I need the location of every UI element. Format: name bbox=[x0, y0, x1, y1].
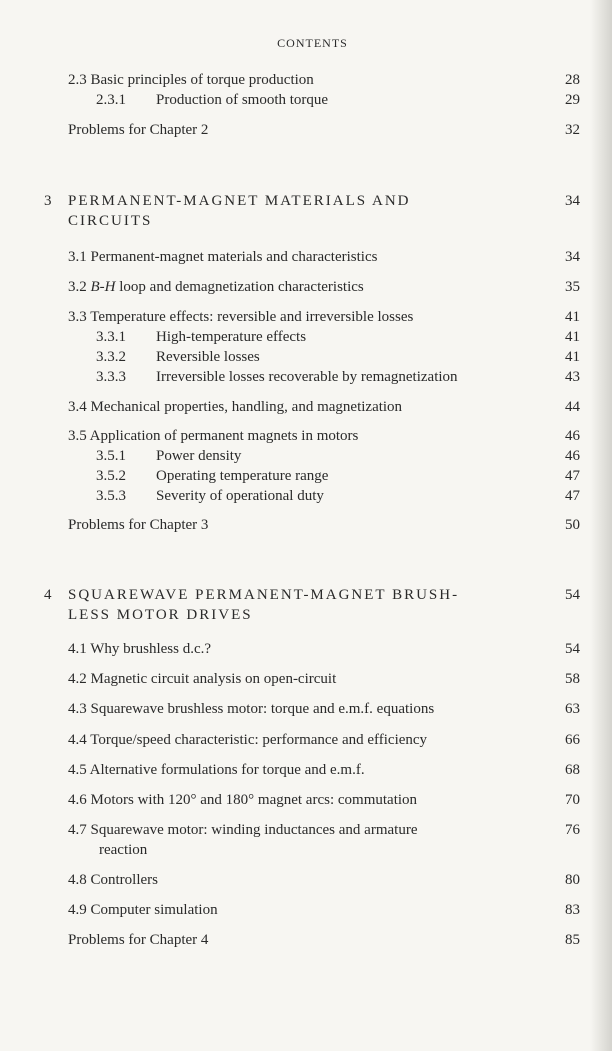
toc-entry-label: 4.2 Magnetic circuit analysis on open-circuit bbox=[68, 671, 337, 687]
toc-problems-entry[interactable] bbox=[68, 930, 580, 950]
toc-entry-page: 63 bbox=[565, 701, 580, 717]
toc-entry[interactable] bbox=[68, 307, 580, 327]
toc-entry-page: 35 bbox=[565, 279, 580, 295]
toc-entry[interactable] bbox=[68, 639, 580, 659]
toc-subentry-number: 2.3.1 bbox=[96, 92, 126, 108]
toc-subentry[interactable] bbox=[96, 90, 580, 110]
toc-entry-label: loop and demagnetization characteristics bbox=[115, 279, 364, 295]
toc-entry[interactable] bbox=[68, 247, 580, 267]
toc-subentry-number: 3.3.2 bbox=[96, 349, 126, 365]
toc-entry[interactable] bbox=[68, 760, 580, 780]
toc-problems-entry[interactable] bbox=[68, 120, 580, 140]
toc-entry-label: Problems for Chapter 4 bbox=[68, 932, 209, 948]
toc-entry-italic: B-H bbox=[90, 279, 116, 295]
toc-subentry[interactable] bbox=[96, 446, 580, 466]
toc-entry-page: 54 bbox=[565, 641, 580, 657]
toc-subentry-number: 3.5.1 bbox=[96, 448, 126, 464]
toc-entry-page: 46 bbox=[565, 428, 580, 444]
toc-entry-page: 58 bbox=[565, 671, 580, 687]
toc-entry[interactable] bbox=[68, 426, 580, 446]
toc-entry-page: 28 bbox=[565, 72, 580, 88]
toc-subentry-title: Irreversible losses recoverable by remagnetization bbox=[156, 369, 458, 385]
toc-entry[interactable] bbox=[68, 900, 580, 920]
toc-entry-label: Problems for Chapter 2 bbox=[68, 122, 209, 138]
toc-entry-label: 4.8 Controllers bbox=[68, 872, 158, 888]
toc-entry[interactable] bbox=[68, 397, 580, 417]
toc-subentry-title: High-temperature effects bbox=[156, 329, 307, 345]
toc-entry-label: 4.3 Squarewave brushless motor: torque and e.m.f. equations bbox=[68, 701, 435, 717]
toc-subentry-title: Power density bbox=[156, 448, 242, 464]
toc-subentry-number: 3.5.2 bbox=[96, 468, 126, 484]
chapter-number: 4 bbox=[44, 587, 52, 603]
toc-entry-page: 32 bbox=[565, 122, 580, 138]
toc-entry-page: 47 bbox=[565, 468, 580, 484]
chapter-number: 3 bbox=[44, 193, 52, 209]
toc-entry-page: 44 bbox=[565, 399, 580, 415]
toc-entry-label: 3.4 Mechanical properties, handling, and magnetization bbox=[68, 399, 403, 415]
toc-entry-label: 4.1 Why brushless d.c.? bbox=[68, 641, 212, 657]
chapter-title: SQUAREWAVE PERMANENT-MAGNET BRUSH-LESS MOTOR DRIVES bbox=[68, 587, 460, 623]
toc-entry-page: 29 bbox=[565, 92, 580, 108]
toc-chapter-heading[interactable] bbox=[44, 191, 580, 231]
toc-entry-page: 34 bbox=[565, 249, 580, 265]
toc-entry-page: 68 bbox=[565, 762, 580, 778]
toc-subentry[interactable] bbox=[96, 327, 580, 347]
toc-entry[interactable] bbox=[68, 699, 580, 719]
toc-entry-prefix: 3.2 bbox=[68, 279, 91, 295]
page-edge-shadow bbox=[590, 0, 612, 1051]
toc-entry-page: 47 bbox=[565, 488, 580, 504]
toc-entry-label: Problems for Chapter 3 bbox=[68, 517, 209, 533]
toc-entry[interactable] bbox=[68, 870, 580, 890]
toc-entry-label: 3.1 Permanent-magnet materials and characteristics bbox=[68, 249, 378, 265]
toc-entry-page: 80 bbox=[565, 872, 580, 888]
toc-subentry[interactable] bbox=[96, 486, 580, 506]
toc-entry-label: 4.4 Torque/speed characteristic: performance and efficiency bbox=[68, 732, 428, 748]
chapter-title: PERMANENT-MAGNET MATERIALS AND CIRCUITS bbox=[68, 193, 411, 229]
toc-entry-page: 46 bbox=[565, 448, 580, 464]
toc-subentry-title: Operating temperature range bbox=[156, 468, 329, 484]
running-header: CONTENTS bbox=[277, 36, 348, 50]
toc-chapter-heading[interactable] bbox=[44, 585, 580, 625]
toc-entry-continuation: reaction bbox=[99, 842, 148, 858]
toc-entry-page: 66 bbox=[565, 732, 580, 748]
toc-entry[interactable] bbox=[68, 820, 580, 840]
toc-entry-label: 4.7 Squarewave motor: winding inductances and armature bbox=[68, 822, 418, 838]
toc-entry-label: 2.3 Basic principles of torque production bbox=[68, 72, 314, 88]
toc-subentry[interactable] bbox=[96, 367, 580, 387]
toc-entry-label: 3.3 Temperature effects: reversible and irreversible losses bbox=[68, 309, 414, 325]
toc-subentry-number: 3.3.1 bbox=[96, 329, 126, 345]
toc-subentry[interactable] bbox=[96, 466, 580, 486]
toc-entry-page: 34 bbox=[565, 193, 580, 209]
toc-subentry-number: 3.3.3 bbox=[96, 369, 126, 385]
toc-entry-page: 85 bbox=[565, 932, 580, 948]
toc-entry-label: 4.5 Alternative formulations for torque and e.m.f. bbox=[68, 762, 365, 778]
toc-problems-entry[interactable] bbox=[68, 515, 580, 535]
toc-entry-page: 43 bbox=[565, 369, 580, 385]
toc-entry-label: 4.9 Computer simulation bbox=[68, 902, 218, 918]
toc-entry-label: 4.6 Motors with 120° and 180° magnet arcs: commutation bbox=[68, 792, 418, 808]
toc-subentry-number: 3.5.3 bbox=[96, 488, 126, 504]
toc-subentry-title: Production of smooth torque bbox=[156, 92, 329, 108]
toc-entry[interactable] bbox=[68, 669, 580, 689]
toc-entry[interactable] bbox=[68, 790, 580, 810]
toc-entry-page: 83 bbox=[565, 902, 580, 918]
toc-entry-page: 76 bbox=[565, 822, 580, 838]
toc-entry-page: 50 bbox=[565, 517, 580, 533]
toc-entry[interactable] bbox=[68, 70, 580, 90]
toc-subentry-title: Severity of operational duty bbox=[156, 488, 324, 504]
toc-subentry-title: Reversible losses bbox=[156, 349, 260, 365]
toc-entry-page: 41 bbox=[565, 329, 580, 345]
toc-entry-page: 41 bbox=[565, 349, 580, 365]
toc-entry-page: 70 bbox=[565, 792, 580, 808]
toc-entry-label: 3.5 Application of permanent magnets in motors bbox=[68, 428, 359, 444]
toc-entry[interactable] bbox=[68, 277, 580, 297]
toc-entry[interactable] bbox=[68, 730, 580, 750]
toc-entry-page: 41 bbox=[565, 309, 580, 325]
toc-subentry[interactable] bbox=[96, 347, 580, 367]
toc-entry-page: 54 bbox=[565, 587, 580, 603]
